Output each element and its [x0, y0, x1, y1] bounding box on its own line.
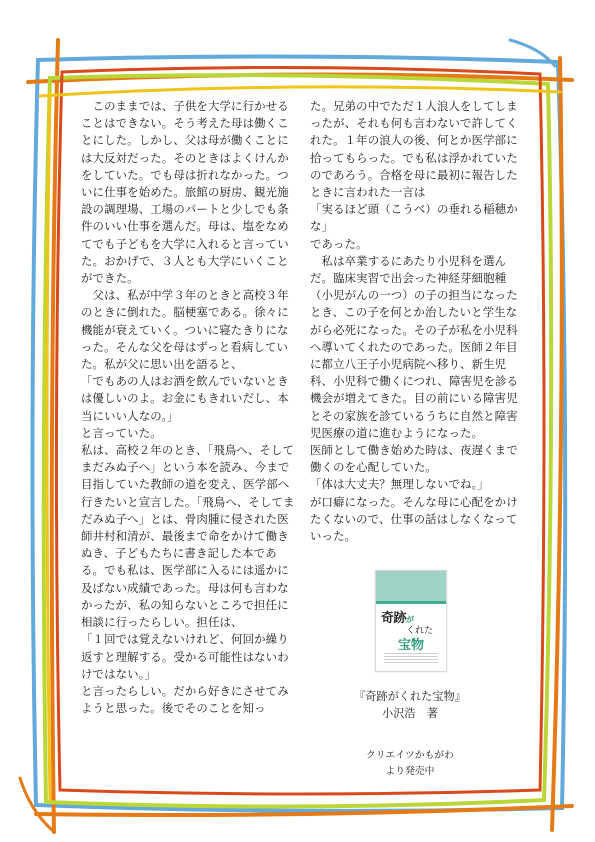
paragraph: た。兄弟の中でただ１人浪人をしてしまったが、それも何も言わないで許してくれた。１年の浪人の後、何とか医学部に拾ってもらった。でも私は浮かれていたのであろう。合格を母に最初に報告したときに言われた一言は	[310, 99, 518, 200]
book-cover-title-3: 宝物	[398, 638, 425, 653]
article-left-column	[81, 98, 298, 717]
book-title-caption: 『奇跡がくれた宝物』	[354, 690, 466, 703]
book-cover-title-2: くれた	[406, 626, 434, 636]
book-author-caption: 小沢浩 著	[382, 707, 438, 720]
quote: 「体は大丈夫？無理しないでね。」	[310, 477, 489, 492]
availability-caption: より発売中	[385, 766, 435, 777]
book-cover-title-1: 奇跡が	[381, 611, 414, 626]
paragraph: と言っていた。	[81, 425, 162, 440]
paragraph: 父は、私が中学３年のときと高校３年のときに倒れた。脳梗塞である。徐々に機能が衰えていく。ついに寝たきりになった。そんな父を母はずっと看病していた。私が父に思い出を語ると、	[81, 288, 289, 372]
book-cover-stripe	[376, 601, 446, 604]
book-cover-image	[375, 570, 447, 672]
publisher-caption: クリエイツかもがわ	[366, 750, 454, 761]
paragraph: 医師として働き始めた時は、夜遅くまで働くのを心配していた。	[310, 443, 518, 475]
quote: 「実るほど頭（こうべ）の垂れる稲穂かな」	[310, 202, 518, 234]
paragraph: であった。	[310, 236, 368, 251]
paragraph: このままでは、子供を大学に行かせることはできない。そう考えた母は働くことにした。しかし、父は母が働くことには大反対だった。そのときはよくけんかをしていた。でも母は折れなかった。ついに仕事を始めた。旅館の厨房、観光施設の調理場、工場のパートと少しでも条件のいい仕事を選んだ。母は、塩をなめてでも子どもを大学に入れると言っていた。おかげで、３人とも大学にいくことができた。	[81, 99, 289, 286]
paragraph: 私は、高校２年のとき、「飛鳥へ、そしてまだみぬ子へ」という本を読み、今まで目指していた教師の道を変え、医学部へ行きたいと宣言した。「飛鳥へ、そしてまだみぬ子へ」とは、骨肉腫に侵された医師井村和清が、最後まで命をかけて働きぬき、子どもたちに書き記した本である。でも私は、医学部に入るには遥かに及ばない成績であった。母は何も言わなかったが、私の知らないところで担任に相談に行ったらしい。担任は、	[81, 443, 295, 630]
book-cover-band	[376, 571, 446, 601]
article-right-column	[310, 98, 521, 545]
paragraph: が口癖になった。そんな母に心配をかけたくないので、仕事の話はしなくなっていった。	[310, 494, 518, 544]
quote: 「でもあの人はお酒を飲んでいないときは優しいのよ。お金にもきれいだし、本当にいい人なの。」	[81, 374, 289, 423]
quote: 「１回では覚えないけれど、何回か繰り返すと理解する。受かる可能性はないわけではない。」	[81, 632, 289, 681]
paragraph: と言ったらしい。だから好きにさせてみようと思った。後でそのことを知っ	[81, 683, 289, 716]
paragraph: 私は卒業するにあたり小児科を選んだ。臨床実習で出会った神経芽細胞種（小児がんの一つ）の子の担当になったとき、この子を何とか治したいと学生ながら必死になった。その子が私を小児科へ導いてくれたのであった。医師２年目に都立八王子小児病院へ移り、新生児科、小児科で働くにつれ、障害児を診る機会が増えてきた。目の前にいる障害児とその家族を診ているうちに自然と障害児医療の道に進むようになった。	[310, 253, 519, 440]
book-cover-text-lines	[384, 653, 438, 663]
